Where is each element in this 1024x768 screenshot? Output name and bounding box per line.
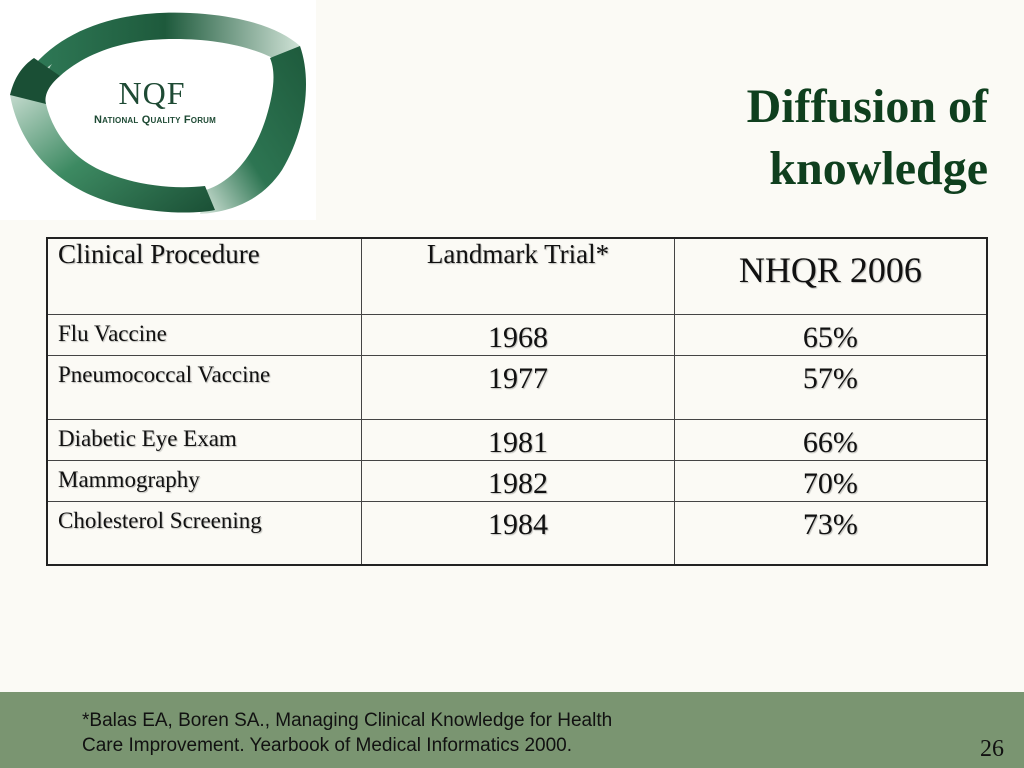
logo-name: National Quality Forum (94, 114, 217, 126)
nhqr-percent-cell: 65% (674, 314, 987, 355)
diffusion-table (46, 237, 988, 566)
trial-year-cell: 1968 (362, 314, 675, 355)
procedure-cell: Pneumococcal Vaccine (47, 355, 362, 419)
trial-year-cell: 1981 (362, 419, 675, 460)
nhqr-percent-cell: 66% (674, 419, 987, 460)
slide-title (568, 76, 988, 200)
nhqr-percent-cell: 70% (674, 460, 987, 501)
table-row (47, 419, 987, 460)
procedure-cell: Flu Vaccine (47, 314, 362, 355)
slide-title-line2: knowledge (769, 142, 988, 195)
logo-text (94, 75, 217, 126)
logo-abbr: NQF (118, 75, 186, 111)
trial-year-cell: 1984 (362, 501, 675, 565)
citation-footnote (82, 708, 762, 758)
table-row (47, 460, 987, 501)
slide-title-line1: Diffusion of (746, 80, 988, 133)
table-row (47, 355, 987, 419)
nqf-logo (0, 0, 316, 220)
trial-year-cell: 1982 (362, 460, 675, 501)
nhqr-percent-cell: 73% (674, 501, 987, 565)
procedure-cell: Diabetic Eye Exam (47, 419, 362, 460)
procedure-cell: Mammography (47, 460, 362, 501)
procedure-cell: Cholesterol Screening (47, 501, 362, 565)
table-row (47, 314, 987, 355)
header-nhqr-2006: NHQR 2006 (674, 238, 987, 314)
header-landmark-trial: Landmark Trial* (362, 238, 675, 314)
footer-band (0, 692, 1024, 768)
footnote-line2: Care Improvement. Yearbook of Medical Informatics 2000. (82, 735, 573, 756)
nhqr-percent-cell: 57% (674, 355, 987, 419)
page-number: 26 (980, 736, 1004, 762)
trial-year-cell: 1977 (362, 355, 675, 419)
header-clinical-procedure: Clinical Procedure (47, 238, 362, 314)
table-row (47, 501, 987, 565)
table-header-row (47, 238, 987, 314)
footnote-line1: *Balas EA, Boren SA., Managing Clinical Knowledge for Health (82, 710, 613, 731)
